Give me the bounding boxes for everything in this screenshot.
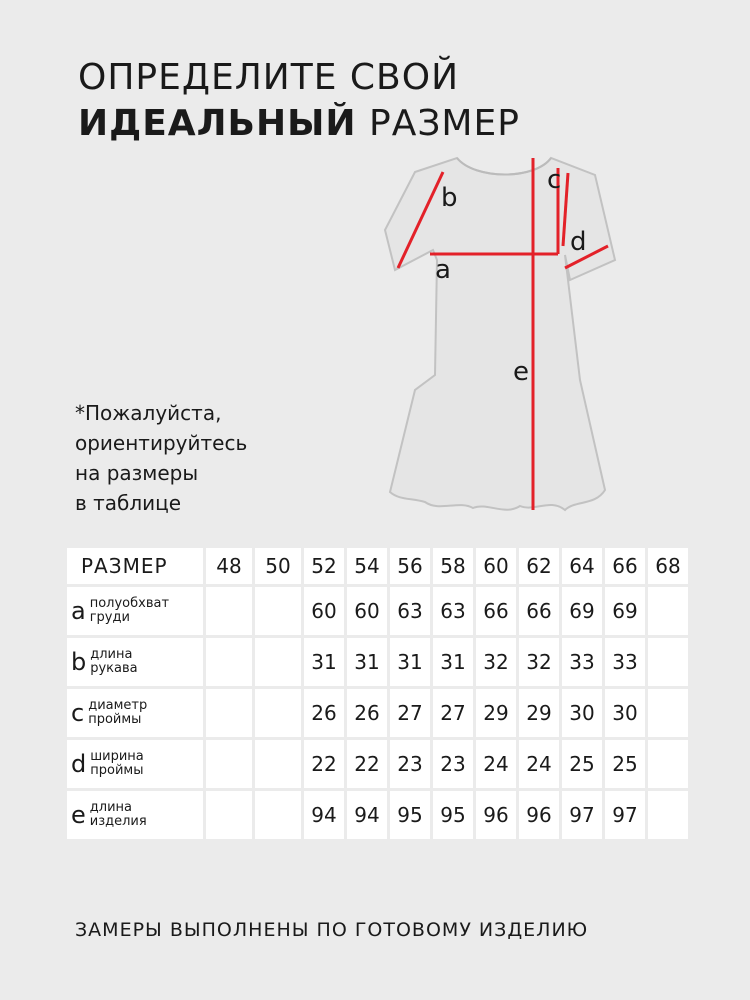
table-cell: 33 [562,638,602,686]
table-cell: 22 [304,740,344,788]
size-header-50: 50 [255,548,301,584]
size-header-62: 62 [519,548,559,584]
table-cell [206,689,252,737]
row-letter: b [71,648,87,676]
label-c: c [547,165,562,195]
row-desc-1: длина [89,800,132,815]
table-row [67,689,688,737]
table-row [67,638,688,686]
table-cell [255,638,301,686]
table-cell [648,638,688,686]
table-cell [255,740,301,788]
table-cell [648,791,688,839]
title-line-2 [78,101,520,147]
table-cell: 25 [605,740,645,788]
size-header-label: РАЗМЕР [67,548,203,584]
table-cell: 30 [562,689,602,737]
table-cell: 31 [304,638,344,686]
size-header-60: 60 [476,548,516,584]
size-header-52: 52 [304,548,344,584]
row-label [67,587,203,635]
row-desc-2: груди [89,610,130,625]
title-bold-word: ИДЕАЛЬНЫЙ [78,103,357,144]
table-cell: 97 [605,791,645,839]
table-cell: 95 [433,791,473,839]
size-header-row [67,548,688,584]
table-cell: 94 [304,791,344,839]
row-desc [90,801,147,829]
size-table [64,545,691,842]
dress-diagram [375,150,635,520]
table-cell: 96 [519,791,559,839]
table-cell: 69 [562,587,602,635]
title-line-1: ОПРЕДЕЛИТЕ СВОЙ [78,57,460,98]
table-cell: 95 [390,791,430,839]
size-header-68: 68 [648,548,688,584]
size-header-64: 64 [562,548,602,584]
row-desc [90,750,144,778]
table-cell: 60 [347,587,387,635]
row-desc [88,699,147,727]
table-cell [648,740,688,788]
table-cell [255,791,301,839]
row-desc-2: рукава [90,661,138,676]
table-cell: 96 [476,791,516,839]
row-desc-2: проймы [90,763,144,778]
table-cell: 63 [433,587,473,635]
table-cell: 29 [476,689,516,737]
size-header-54: 54 [347,548,387,584]
table-cell: 32 [519,638,559,686]
table-row [67,587,688,635]
row-desc [90,597,169,625]
table-cell: 32 [476,638,516,686]
row-letter: e [71,801,86,829]
note-line-2: ориентируйтесь [75,431,248,455]
row-desc-2: изделия [89,814,147,829]
row-label [67,791,203,839]
size-header-58: 58 [433,548,473,584]
table-row [67,740,688,788]
label-b: b [441,183,458,213]
page-title [78,55,520,147]
size-header-48: 48 [206,548,252,584]
table-cell: 60 [304,587,344,635]
table-cell: 33 [605,638,645,686]
table-cell [255,587,301,635]
footer-note: ЗАМЕРЫ ВЫПОЛНЕНЫ ПО ГОТОВОМУ ИЗДЕЛИЮ [75,919,589,941]
row-desc-1: полуобхват [89,596,170,611]
table-row [67,791,688,839]
row-label [67,638,203,686]
table-cell [648,587,688,635]
table-cell [206,638,252,686]
title-rest: РАЗМЕР [356,103,520,144]
table-cell: 31 [433,638,473,686]
row-desc-1: длина [90,647,133,662]
row-letter: c [71,699,85,727]
row-letter: a [71,597,86,625]
size-header-56: 56 [390,548,430,584]
table-cell: 24 [519,740,559,788]
row-letter: d [71,750,87,778]
dress-outline [385,158,615,510]
table-cell: 24 [476,740,516,788]
table-cell: 23 [433,740,473,788]
size-header-66: 66 [605,548,645,584]
row-desc-1: ширина [90,749,144,764]
note-line-3: на размеры [75,461,199,485]
table-cell: 26 [347,689,387,737]
table-cell: 27 [390,689,430,737]
table-cell: 23 [390,740,430,788]
table-cell: 97 [562,791,602,839]
row-desc [90,648,137,676]
row-label [67,689,203,737]
label-a: a [435,255,451,285]
table-cell: 66 [519,587,559,635]
label-e: e [513,357,529,387]
note-line-1: *Пожалуйста, [75,401,222,425]
table-cell [206,740,252,788]
label-d: d [570,227,587,257]
table-cell: 69 [605,587,645,635]
table-cell [255,689,301,737]
table-cell: 63 [390,587,430,635]
table-cell [206,791,252,839]
table-cell: 30 [605,689,645,737]
table-cell: 25 [562,740,602,788]
table-cell: 22 [347,740,387,788]
table-cell: 29 [519,689,559,737]
table-cell [648,689,688,737]
row-label [67,740,203,788]
table-cell: 27 [433,689,473,737]
table-cell: 31 [347,638,387,686]
table-cell: 94 [347,791,387,839]
size-note [75,398,247,518]
table-cell: 66 [476,587,516,635]
table-cell [206,587,252,635]
note-line-4: в таблице [75,491,182,515]
row-desc-1: диаметр [88,698,148,713]
row-desc-2: проймы [88,712,142,727]
table-cell: 26 [304,689,344,737]
table-cell: 31 [390,638,430,686]
